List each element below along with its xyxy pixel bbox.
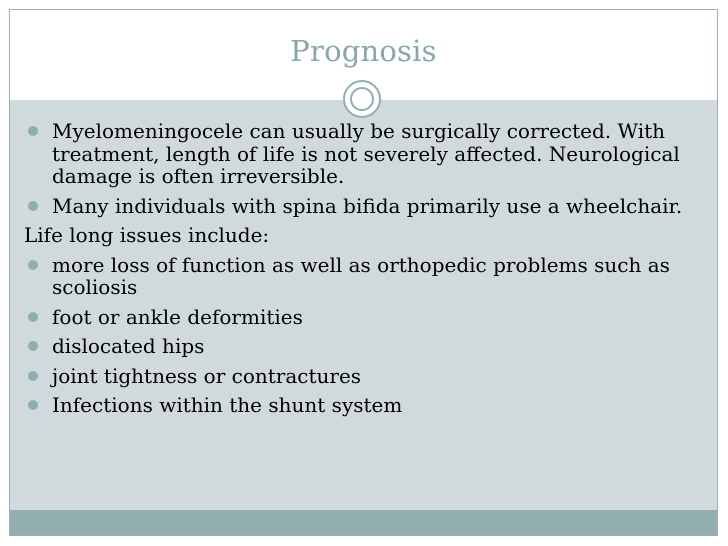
bullet-text: dislocated hips [52, 334, 205, 358]
round-bullet-icon [28, 312, 38, 322]
plain-text: Life long issues include: [24, 223, 270, 247]
round-bullet-icon [28, 400, 38, 410]
round-bullet-icon [28, 341, 38, 351]
bullet-item [24, 195, 704, 218]
round-bullet-icon [28, 371, 38, 381]
bullet-item [24, 120, 704, 188]
bullet-item [24, 394, 704, 417]
bullet-item [24, 306, 704, 329]
circle-ornament-icon [343, 80, 381, 118]
bullet-item [24, 254, 704, 299]
plain-line [24, 224, 704, 247]
bullet-text: more loss of function as well as orthopedic problems such as scoliosis [52, 252, 670, 299]
bullet-text: Myelomeningocele can usually be surgically corrected. With treatment, length of life is not severely affected. Neurological damage is often irreversible. [52, 119, 680, 188]
bullet-text: foot or ankle deformities [52, 304, 303, 329]
bullet-item [24, 335, 704, 358]
slide-body [24, 120, 704, 424]
slide-title: Prognosis [290, 34, 437, 68]
footer-bar [10, 510, 717, 535]
bullet-item [24, 365, 704, 388]
bullet-text: joint tightness or contractures [52, 363, 362, 388]
round-bullet-icon [28, 201, 38, 211]
circle-ornament-inner [350, 87, 374, 111]
bullet-text: Infections within the shunt system [52, 393, 403, 417]
round-bullet-icon [28, 126, 38, 136]
round-bullet-icon [28, 260, 38, 270]
bullet-text: Many individuals with spina bifida primarily use a wheelchair. [52, 193, 683, 218]
